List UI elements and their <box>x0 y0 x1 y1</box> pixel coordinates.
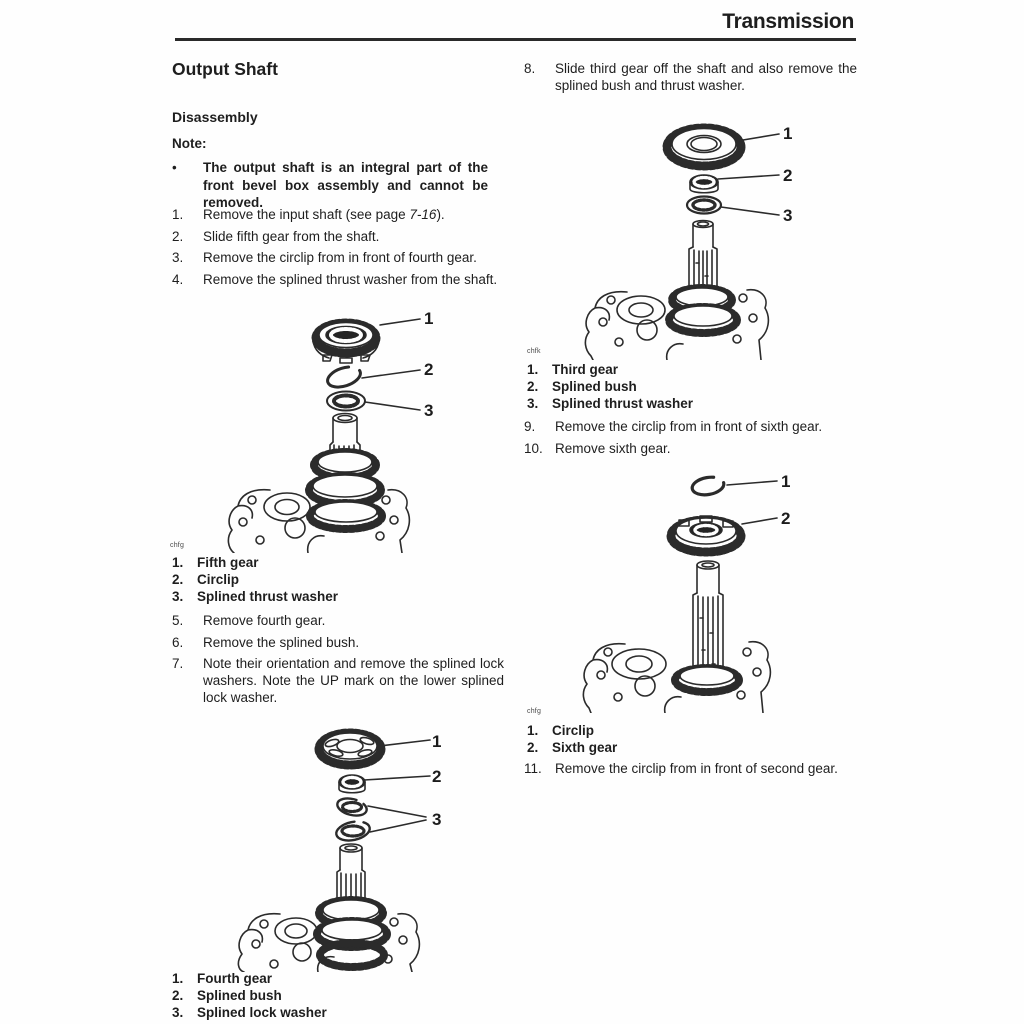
step-1-text: Remove the input shaft (see page <box>203 207 406 222</box>
step-9: 9. Remove the circlip from in front of sixth gear. <box>524 419 823 434</box>
steps-1-4 <box>172 206 504 292</box>
splined-lock-washer-upper-drawing <box>336 796 369 819</box>
step-7: 7. Note their orientation and remove the splined lock washers. Note the UP mark on the lower splined lock washer. <box>172 656 504 705</box>
steps-9-10 <box>524 418 857 461</box>
figure3-legend <box>527 361 693 413</box>
figure-fifth-gear-diagram <box>210 300 470 553</box>
step-6: 6. Remove the splined bush. <box>172 634 360 650</box>
figure4-legend <box>527 722 617 756</box>
callout-2: 2 <box>424 360 434 379</box>
callout-2-leader <box>364 776 430 780</box>
note-text: The output shaft is an integral part of the front bevel box assembly and cannot be removed. <box>203 160 488 210</box>
output-shaft-drawing <box>309 414 382 530</box>
legend-item: 3. Splined lock washer <box>172 1005 327 1021</box>
figure-sixth-gear-diagram <box>575 468 860 713</box>
splined-thrust-washer-drawing <box>327 392 365 411</box>
callout-2: 2 <box>781 509 791 528</box>
legend-item: 2. Splined bush <box>527 379 637 395</box>
header-rule <box>175 38 856 41</box>
callout-1: 1 <box>783 124 793 143</box>
callout-1-leader <box>727 481 777 485</box>
legend-item: 1. Fourth gear <box>172 971 273 986</box>
legend-item: 2. Splined bush <box>172 988 282 1004</box>
callout-3-leader-a <box>368 806 426 817</box>
step-1: 1. Remove the input shaft (see page 7-16). <box>172 207 445 222</box>
callout-1: 1 <box>781 472 791 491</box>
page-title: Transmission <box>722 10 854 33</box>
callout-3: 3 <box>783 206 793 225</box>
note-label: Note: <box>172 136 207 151</box>
callout-1-leader <box>380 319 420 325</box>
legend-item: 3. Splined thrust washer <box>527 396 694 412</box>
step-5: 5. Remove fourth gear. <box>172 613 326 628</box>
figure-code: chfk <box>527 348 541 355</box>
step-2: 2. Slide fifth gear from the shaft. <box>172 228 380 244</box>
output-shaft-drawing <box>669 221 737 334</box>
legend-item: 3. Splined thrust washer <box>172 589 339 605</box>
callout-2: 2 <box>432 767 442 786</box>
step-1-suffix: ). <box>436 207 445 222</box>
splined-thrust-washer-drawing <box>687 197 721 214</box>
callout-3: 3 <box>432 810 442 829</box>
callout-1: 1 <box>424 309 434 328</box>
step-10: 10. Remove sixth gear. <box>524 440 671 456</box>
splined-lock-washer-lower-drawing <box>335 819 372 844</box>
third-gear-drawing <box>667 128 741 166</box>
step-3: 3. Remove the circlip from in front of fourth gear. <box>172 250 477 265</box>
page-reference: 7-16 <box>409 207 437 222</box>
callout-3: 3 <box>424 401 434 420</box>
subsection-title: Disassembly <box>172 109 258 125</box>
figure-code: chfg <box>170 542 185 549</box>
callout-2-leader <box>718 175 779 179</box>
step-8: 8. Slide third gear off the shaft and also remove the splined bush and thrust washer. <box>524 61 857 93</box>
sixth-gear-drawing <box>671 516 741 555</box>
note-bullet <box>172 159 488 212</box>
legend-item: 1. Circlip <box>527 723 595 738</box>
splined-bush-drawing <box>339 775 365 793</box>
circlip-drawing <box>691 475 725 497</box>
step-11: 11. Remove the circlip from in front of second gear. <box>524 761 838 776</box>
callout-2-leader <box>742 518 777 524</box>
circlip-drawing <box>325 363 363 391</box>
legend-item: 1. Fifth gear <box>172 555 259 570</box>
figure-code: chfg <box>527 708 542 715</box>
callout-3-leader <box>721 207 779 215</box>
splined-bush-drawing <box>690 175 718 193</box>
legend-item: 1. Third gear <box>527 362 619 377</box>
callout-1-leader <box>379 740 430 746</box>
section-title: Output Shaft <box>172 59 278 79</box>
callout-3-leader <box>365 402 420 410</box>
output-shaft-drawing <box>675 561 739 692</box>
legend-item: 2. Circlip <box>172 572 240 588</box>
figure-fourth-gear-diagram <box>222 712 482 972</box>
callout-3-leader-b <box>370 820 426 832</box>
step-8-block <box>524 60 857 99</box>
legend-item: 2. Sixth gear <box>527 740 618 756</box>
callout-2: 2 <box>783 166 793 185</box>
callout-1: 1 <box>432 732 442 751</box>
fifth-gear-drawing <box>313 323 379 364</box>
step-4: 4. Remove the splined thrust washer from the shaft. <box>172 271 498 287</box>
output-shaft-drawing <box>317 844 387 967</box>
steps-5-7 <box>172 612 504 711</box>
figure1-legend <box>172 554 338 606</box>
figure2-legend <box>172 970 327 1022</box>
callout-2-leader <box>362 370 420 378</box>
fourth-gear-drawing <box>319 733 381 766</box>
bullet-marker: • <box>172 160 177 175</box>
figure-third-gear-diagram <box>575 108 860 360</box>
step-11-block <box>524 760 857 782</box>
